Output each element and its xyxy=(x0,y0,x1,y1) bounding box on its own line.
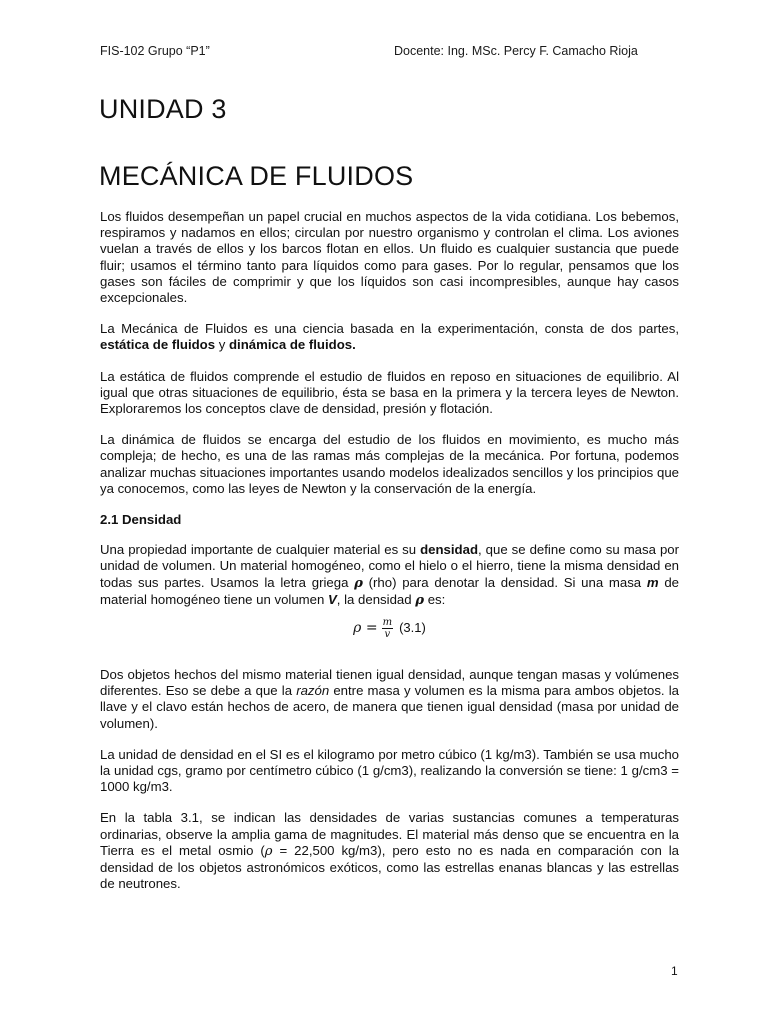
chapter-title: MECÁNICA DE FLUIDOS xyxy=(99,161,414,191)
intro-paragraph: Los fluidos desempeñan un papel crucial en muchos aspectos de la vida cotidiana. Los bebemos, respiramos y nadamos en ellos; circulan por nuestro organismo y controlan el clima. Los aviones vuelan a través de ellos y los barcos flotan en ellos. Un fluido es cualquier sustancia que puede fluir; usamos el término tanto para líquidos como para gases. Por lo regular, pensamos que los gases son fáciles de comprimir y que los líquidos son casi incompresibles, aunque hay casos excepcionales. xyxy=(100,209,679,306)
page-header xyxy=(100,44,678,64)
paragraph-objetos: Dos objetos hechos del mismo material tienen igual densidad, aunque tengan masas y volúmenes diferentes. Eso se debe a que la razón entre masa y volumen es la misma para ambos objetos. la llave y el clavo están hechos de acero, de manera que tienen igual densidad (masa por unidad de volumen). xyxy=(100,667,680,731)
volume-symbol: V xyxy=(328,591,337,607)
mass-symbol: m xyxy=(646,574,659,590)
formula-denominator: v xyxy=(384,629,391,641)
formula-numerator: m xyxy=(382,617,393,629)
density-formula xyxy=(100,617,679,649)
term-densidad: densidad xyxy=(420,542,478,558)
section-heading-densidad: 2.1 Densidad xyxy=(100,512,182,528)
paragraph-dinamica: La dinámica de fluidos se encarga del estudio de los fluidos en movimiento, es mucho más compleja; de hecho, es una de las ramas más complejas de la mecánica. Por fortuna, podemos analizar muchas situaciones importantes usando modelos idealizados sencillos y los principios que ya conocemos, como las leyes de Newton y la conservación de la energía. xyxy=(100,432,679,496)
paragraph-estatica: La estática de fluidos comprende el estudio de fluidos en reposo en situaciones de equilibrio. Al igual que otras situaciones de equilibrio, ésta se basa en la primera y la tercera leyes de Newton. Exploraremos los conceptos clave de densidad, presión y flotación. xyxy=(100,368,679,417)
term-dinamica: dinámica de fluidos. xyxy=(228,337,356,353)
rho-symbol: ρ xyxy=(354,575,363,591)
formula-tag: (3.1) xyxy=(399,620,426,636)
paragraph-densidad-def: Una propiedad importante de cualquier material es su densidad, que se define como su masa por unidad de volumen. Un material homogéneo, como el hielo o el hierro, tiene la misma densidad en todas sus partes. Usamos la letra griega ρ (rho) para denotar la densidad. Si una masa m de material homogéneo tiene un volumen V, la densidad ρ es: xyxy=(100,542,680,608)
paragraph-tabla: En la tabla 3.1, se indican las densidades de varias sustancias comunes a temperaturas ordinarias, observe la amplia gama de magnitudes. El material más denso que se encuentra en la Tierra es el metal osmio (ρ = 22,500 kg/m3), pero esto no es nada en comparación con la densidad de los objetos astronómicos exóticos, como las estrellas enanas blancas y las estrellas de neutrones. xyxy=(100,810,680,892)
paragraph-unidad: La unidad de densidad en el SI es el kilogramo por metro cúbico (1 kg/m3). También se usa mucho la unidad cgs, gramo por centímetro cúbico (1 g/cm3), realizando la conversión se tiene: 1 g/cm3 = 1000 kg/m3. xyxy=(100,746,679,795)
formula-lhs: ρ = xyxy=(353,620,378,637)
paragraph-mecanica: La Mecánica de Fluidos es una ciencia basada en la experimentación, consta de dos partes, estática de fluidos y dinámica de fluidos. xyxy=(100,321,679,353)
page-number: 1 xyxy=(671,964,678,978)
term-estatica: estática de fluidos xyxy=(100,337,216,353)
header-instructor: Docente: Ing. MSc. Percy F. Camacho Rioja xyxy=(394,44,638,58)
document-body xyxy=(100,209,679,908)
header-course: FIS-102 Grupo “P1” xyxy=(100,44,210,58)
term-razon: razón xyxy=(296,683,330,699)
formula-fraction xyxy=(382,617,393,640)
unit-title: UNIDAD 3 xyxy=(99,94,227,124)
